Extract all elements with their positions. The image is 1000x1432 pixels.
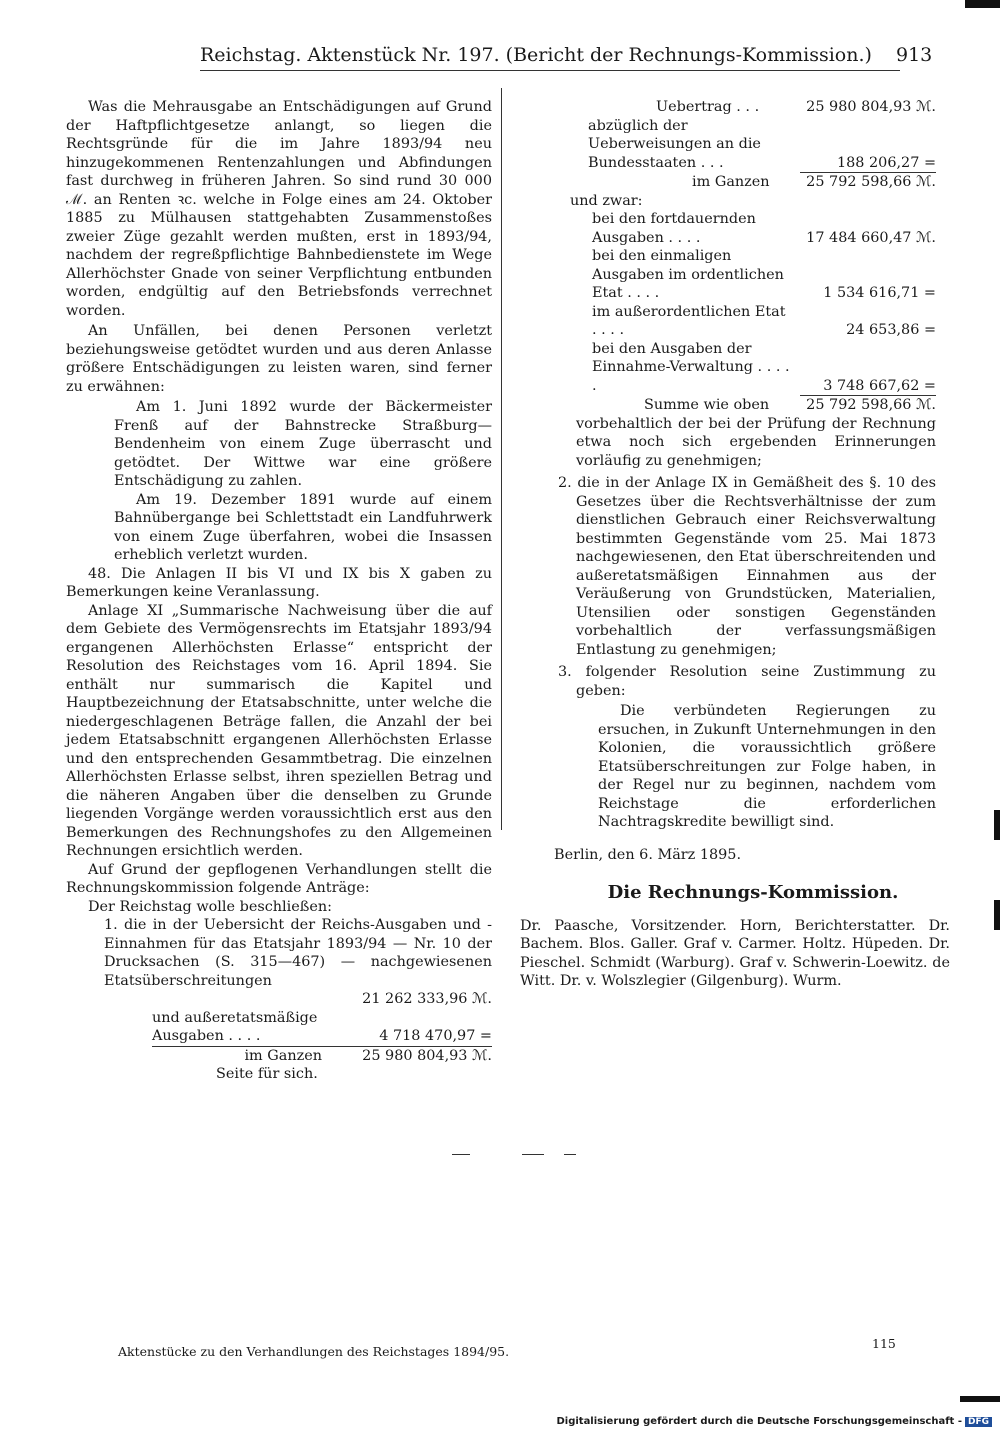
page-number: 913: [896, 44, 933, 66]
left-column: [66, 98, 492, 1084]
motion-item-2: 2. die in der Anlage IX in Gemäßheit des §. 10 des Gesetzes über die Rechtsverhältnisse der zum dienstlichen Gebrauch einer Reichsverwaltung bestimmten Gegenstände vom 25. Mai 1873 nachgewiesenen, den Etat überschreitenden und außeretatsmäßigen Einnahmen aus der Veräußerung von Grundstücken, Materialien, Utensilien oder sonstigen Gegenständen vorbehaltlich der verfassungsmäßigen Entlastung zu genehmigen;: [558, 475, 936, 658]
paragraph: An Unfällen, bei denen Personen verletzt beziehungsweise getödtet wurden und aus deren Anlasse größere Entschädigungen zu leisten waren, sind ferner zu erwähnen:: [66, 323, 492, 395]
motion-item-3: 3. folgender Resolution seine Zustimmung zu geben:: [558, 664, 936, 699]
breakdown-intro: und zwar:: [570, 192, 643, 209]
breakdown-row: [570, 340, 936, 396]
amount: 17 484 660,47 ℳ.: [806, 229, 936, 246]
paragraph: Anlage XI „Summarische Nachweisung über die auf dem Gebiete des Vermögensrechts im Etatsjahr 1893/94 ergangenen Allerhöchsten Erlasse“ entspricht der Resolution des Reichstages vom 16. April 1894. Sie enthält nur summarisch die Kapitel und Hauptbezeichnung der Etatsabschnitte, unter welche die niedergeschlagenen Beträge fallen, die Anzahl der bei jedem Etatsabschnitt ergangenen Allerhöchsten Erlasse und den entsprechenden Gesammtbetrag. Die einzelnen Allerhöchsten Erlasse selbst, ihren speziellen Betrag und die näheren Angaben über die denselben zu Grunde liegenden Vorgänge werden voraussichtlich erst aus den Bemerkungen des Rechnungshofes zu den Allgemeinen Rechnungen ersichtlich werden.: [66, 602, 492, 859]
deduction-row: [570, 117, 936, 173]
amount: 3 748 667,62 =: [823, 377, 936, 394]
amount-label: bei den Ausgaben der Einnahme-Verwaltung . . . . .: [592, 340, 790, 394]
amount: 25 980 804,93 ℳ.: [806, 99, 936, 115]
breakdown-row: [570, 303, 936, 340]
amount-label: im außerordentlichen Etat . . . .: [592, 303, 786, 338]
amount-label: im Ganzen: [692, 174, 770, 190]
amount-label: abzüglich der Ueberweisungen an die Bundesstaaten . . .: [588, 117, 761, 171]
column-divider: [501, 88, 502, 830]
amount: 24 653,86 =: [846, 322, 936, 338]
scan-edge-side: [994, 810, 1000, 840]
paragraph: 48. Die Anlagen II bis VI und IX bis X gaben zu Bemerkungen keine Veranlassung.: [66, 565, 492, 600]
commission-title: Die Rechnungs-Kommission.: [607, 882, 899, 903]
quote-paragraph: Am 19. Dezember 1891 wurde auf einem Bahnübergange bei Schlettstadt ein Landfuhrwerk von einem Zuge überfahren, wobei die Insassen erheblich verletzt wurden.: [114, 491, 492, 563]
resolution-text: Die verbündeten Regierungen zu ersuchen, in Zukunft Unternehmungen in den Kolonien, die voraussichtlich größere Etatsüberschreitungen zur Folge haben, in der Regel nur zu beginnen, nachdem vom Reichstage die erforderlichen Nachtragskredite bewilligt sind.: [598, 703, 936, 830]
footer-source: Aktenstücke zu den Verhandlungen des Reichstages 1894/95.: [118, 1344, 510, 1359]
scan-edge-bottom: [960, 1396, 1000, 1402]
paragraph: Der Reichstag wolle beschließen:: [88, 898, 333, 915]
amount: 25 792 598,66 ℳ.: [806, 174, 936, 190]
quote-paragraph: Am 1. Juni 1892 wurde der Bäckermeister Frenß auf der Bahnstrecke Straßburg—Bendenheim von einem Zuge überrascht und getödtet. Der Wittwe war eine größere Entschädigung zu zahlen.: [114, 399, 492, 489]
amount: 1 534 616,71 =: [823, 285, 936, 301]
amount: 4 718 470,97 =: [379, 1028, 492, 1044]
separator-mark: [564, 1154, 576, 1155]
total-row: [570, 173, 936, 192]
breakdown-row: [570, 247, 936, 303]
amount-label: im Ganzen: [244, 1047, 322, 1064]
continuation-note: Seite für sich.: [216, 1066, 318, 1082]
motion-text: 1. die in der Uebersicht der Reichs-Ausgaben und -Einnahmen für das Etatsjahr 1893/94 — Nr. 10 der Drucksachen (S. 315—467) — nachgewiesenen Etatsüberschreitungen: [104, 917, 492, 989]
running-header: Reichstag. Aktenstück Nr. 197. (Bericht der Rechnungs-Kommission.): [200, 44, 872, 66]
paragraph: Auf Grund der gepflogenen Verhandlungen stellt die Rechnungskommission folgende Anträge:: [66, 861, 492, 896]
scan-edge-top: [965, 0, 1000, 8]
amount-label: Uebertrag . . .: [656, 99, 760, 115]
header-rule: [200, 70, 900, 71]
right-column: [520, 98, 950, 991]
commission-members: Dr. Paasche, Vorsitzender. Horn, Berichterstatter. Dr. Bachem. Blos. Galler. Graf v. Carmer. Holtz. Hüpeden. Dr. Pieschel. Schmidt (Warburg). Graf v. Schwerin-Loewitz. de Witt. Dr. v. Wolszlegier (Gilgenburg). Wurm.: [520, 917, 950, 989]
amount: 21 262 333,96 ℳ.: [362, 991, 492, 1007]
separator-mark: [452, 1154, 470, 1155]
amount: 25 980 804,93 ℳ.: [362, 1047, 492, 1064]
amount-label: und außeretatsmäßige Ausgaben . . . .: [152, 1009, 318, 1044]
amount: 188 206,27 =: [836, 154, 936, 171]
date-line: Berlin, den 6. März 1895.: [554, 846, 742, 863]
amount-label: bei den einmaligen Ausgaben im ordentlichen Etat . . . .: [592, 248, 784, 301]
amount: 25 792 598,66 ℳ.: [806, 397, 936, 413]
motion-item-1: [104, 916, 492, 1084]
digitization-credit: [556, 1416, 992, 1427]
footer-sheet-number: 115: [872, 1336, 896, 1351]
dfg-logo: DFG: [965, 1417, 992, 1427]
credit-text: Digitalisierung gefördert durch die Deutsche Forschungsgemeinschaft -: [556, 1416, 962, 1427]
carryover-row: [570, 98, 936, 117]
amount-label: bei den fortdauernden Ausgaben . . . .: [592, 211, 756, 246]
paragraph: vorbehaltlich der bei der Prüfung der Rechnung etwa noch sich ergebenden Erinnerungen vorläufig zu genehmigen;: [576, 415, 936, 469]
amount-label: Summe wie oben: [644, 397, 770, 413]
paragraph: Was die Mehrausgabe an Entschädigungen auf Grund der Haftpflichtgesetze anlangt, so liegen die Rechtsgründe für die im Jahre 1893/94 neu hinzugekommenen Rentenzahlungen und Abfindungen fast durchweg in früheren Jahren. So sind rund 30 000 ℳ. an Renten ꝛc. welche in Folge eines am 24. Oktober 1885 zu Mülhausen stattgehabten Zusammenstoßes zweier Züge gezahlt werden mußten, erst in 1893/94, nachdem der regreßpflichtige Bahnbedienstete im Wege Allerhöchster Gnade von seiner Verpflichtung entbunden worden, endgültig auf den Betriebsfonds verrechnet worden.: [66, 99, 492, 319]
breakdown-row: [570, 210, 936, 247]
separator-mark: [522, 1154, 544, 1155]
scan-edge-side: [994, 900, 1000, 930]
sum-row: [570, 396, 936, 415]
